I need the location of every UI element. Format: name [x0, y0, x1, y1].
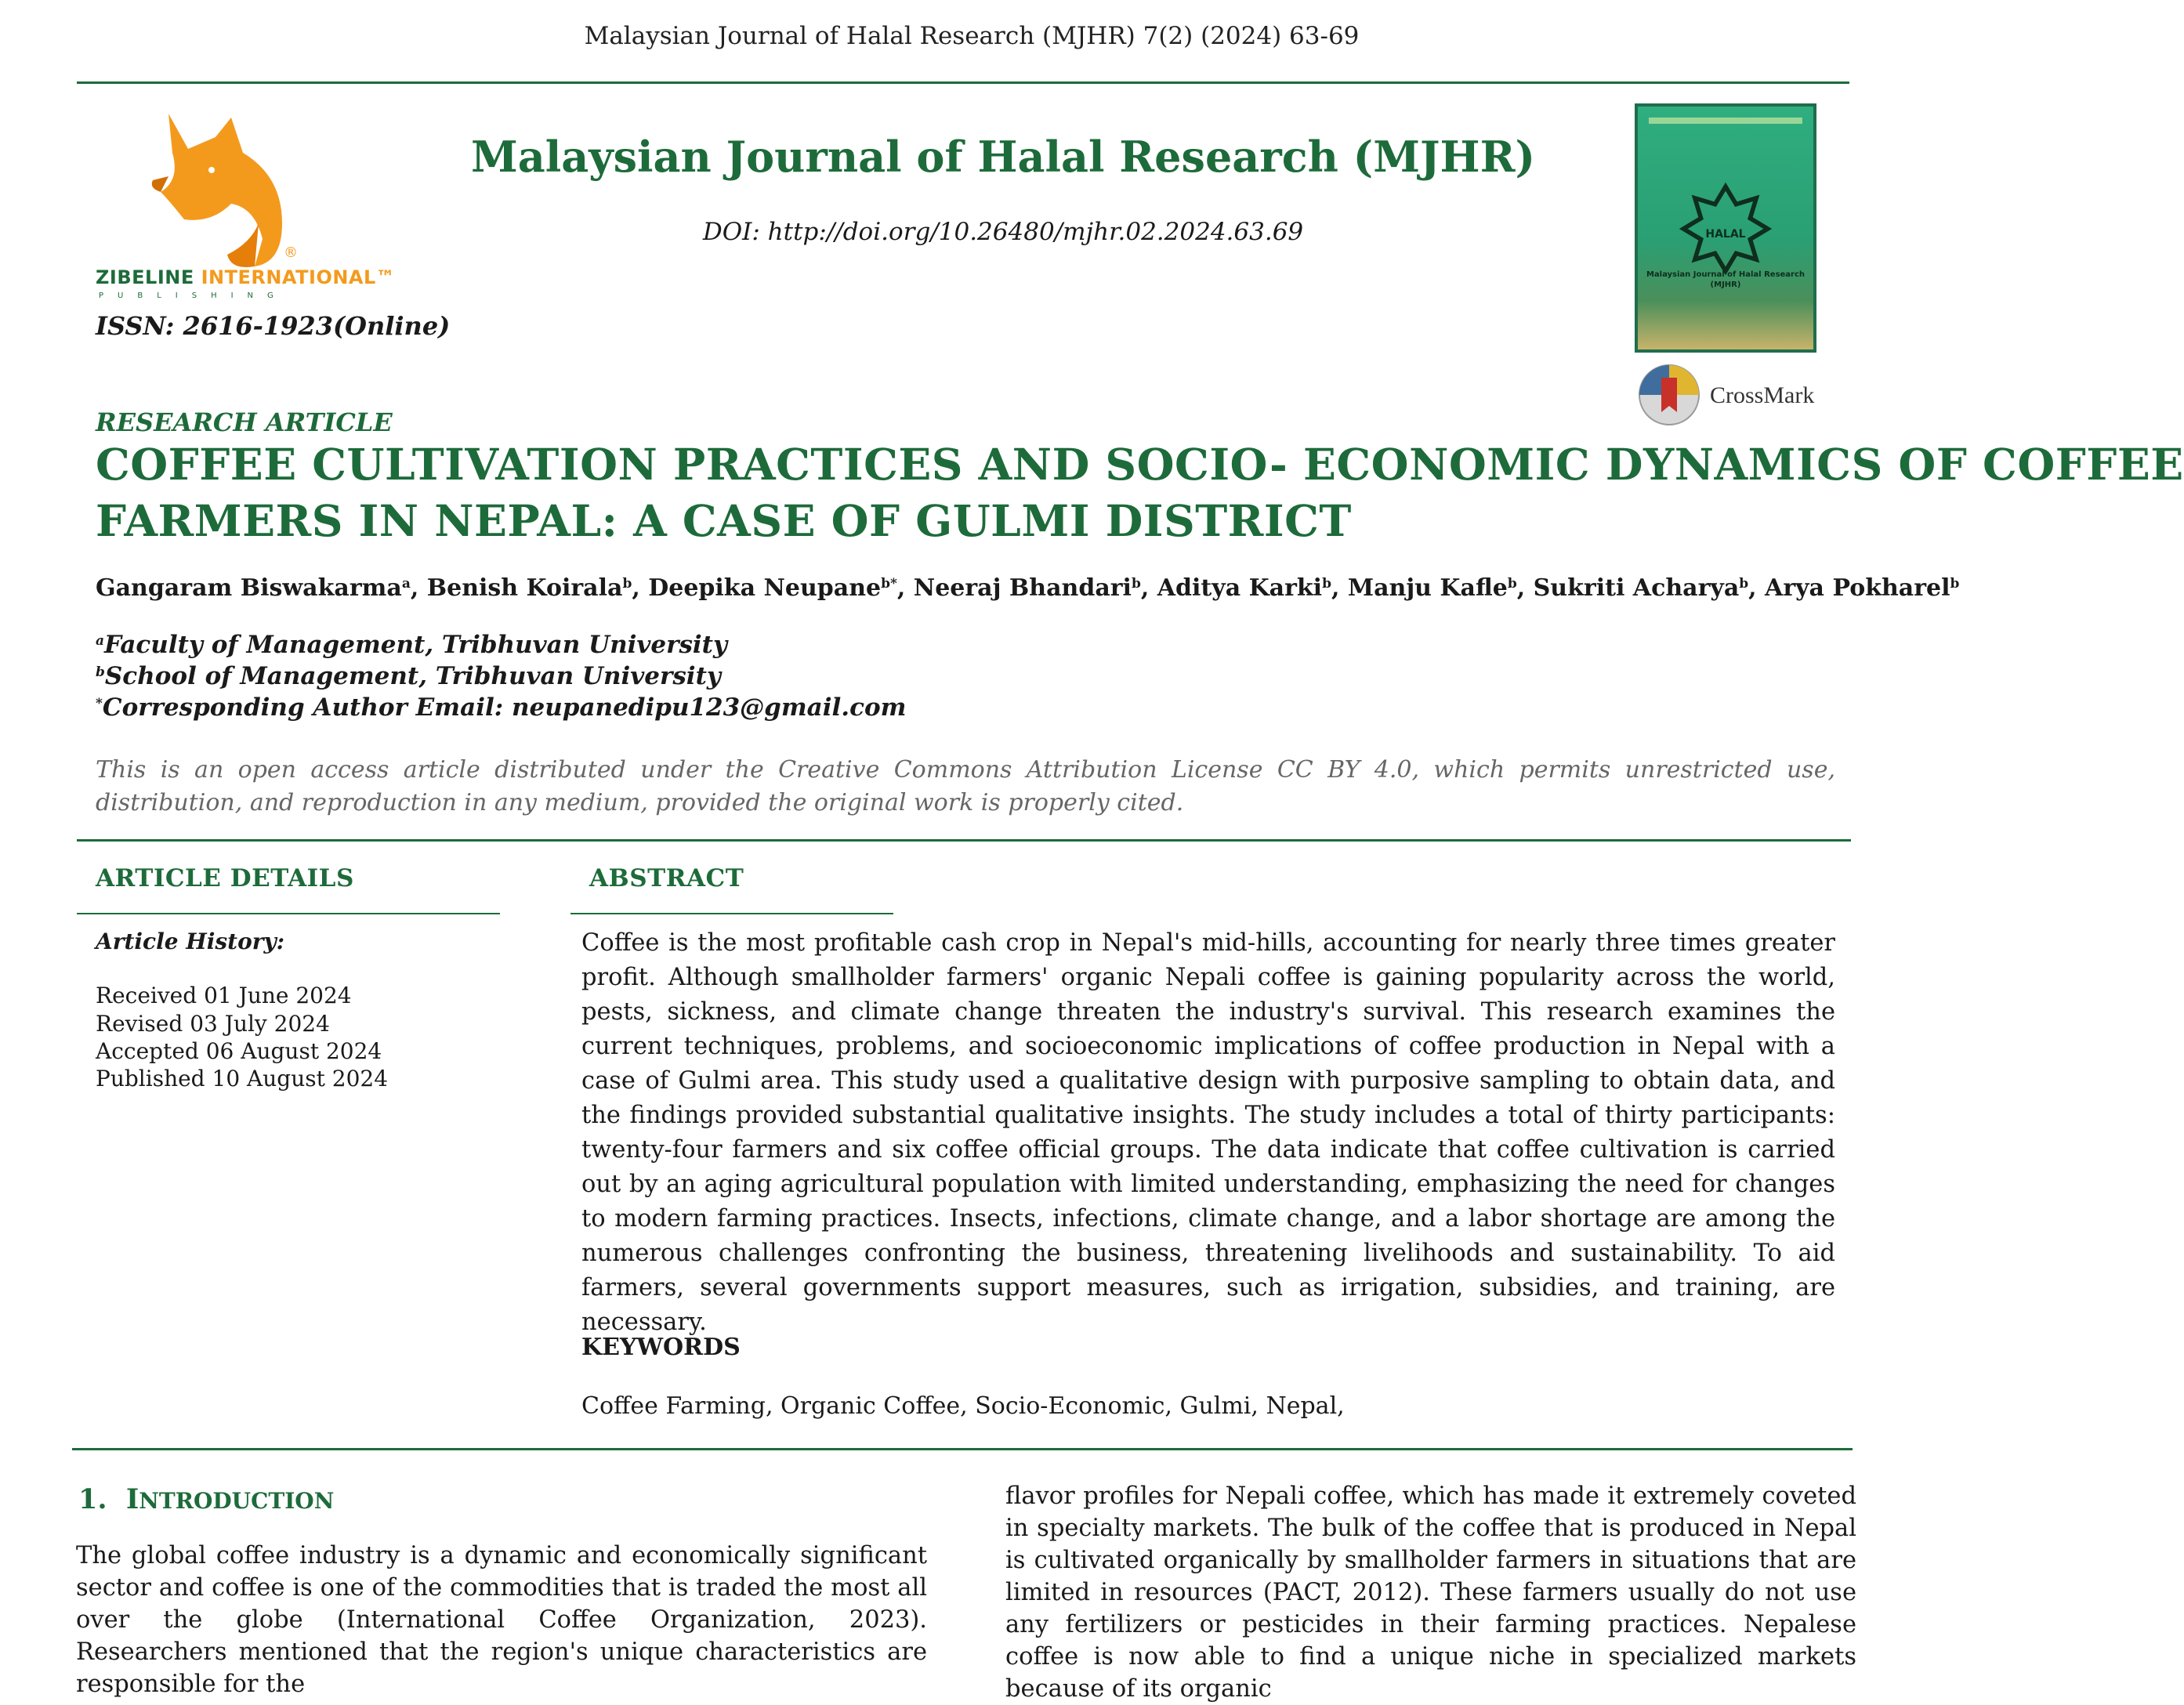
- affiliation-mark: *: [96, 696, 103, 711]
- corresponding-author: [96, 693, 906, 722]
- keywords-heading: KEYWORDS: [581, 1334, 741, 1361]
- abstract-text: Coffee is the most profitable cash crop in Nepal's mid-hills, accounting for nearly three times greater profit. Although smallholder farmers' organic Nepali coffee is gaining popularity across the world, pests, sickness, and climate change threaten the industry's survival. This research examines the current techniques, problems, and socioeconomic implications of coffee production in Nepal with a case of Gulmi area. This study used a qualitative design with purposive sampling to obtain data, and the findings provided substantial qualitative insights. The study includes a total of thirty participants: twenty-four farmers and six coffee official groups. The data indicate that coffee cultivation is carried out by an aging agricultural population with limited understanding, emphasizing the need for changes to modern farming practices. Insects, infections, climate change, and a labor shortage are among the numerous challenges confronting the business, threatening livelihoods and sustainability. To aid farmers, several governments support measures, such as irrigation, subsidies, and training, are necessary.: [581, 929, 1835, 1336]
- affiliation-text: School of Management, Tribhuvan University: [104, 662, 721, 690]
- running-header: Malaysian Journal of Halal Research (MJHR) 7(2) (2024) 63-69: [584, 22, 1360, 50]
- history-revised: Revised 03 July 2024: [96, 1011, 330, 1037]
- header-rule: [77, 81, 1849, 84]
- history-accepted: Accepted 06 August 2024: [96, 1038, 382, 1064]
- keywords-text: Coffee Farming, Organic Coffee, Socio-Economic, Gulmi, Nepal,: [581, 1392, 1345, 1420]
- article-type: RESEARCH ARTICLE: [96, 407, 393, 437]
- author-list: Gangaram Biswakarma$^a$, Benish Koirala$^b$, Deepika Neupane$^{b*}$, Neeraj Bhandari$^b$, Aditya Karki$^b$, Manju Kafle$^b$, Sukriti Acharya$^b$, Arya Pokharel$^b$: [96, 574, 1960, 602]
- journal-title: Malaysian Journal of Halal Research (MJHR): [470, 132, 1535, 182]
- author-affil-mark: b*: [881, 576, 897, 592]
- crossmark-label[interactable]: CrossMark: [1710, 382, 1815, 408]
- article-history-label: Article History:: [96, 929, 285, 954]
- affiliation-text: Faculty of Management, Tribhuvan University: [104, 631, 728, 659]
- affiliation-mark: a: [96, 633, 105, 649]
- author-affil-mark: a: [401, 576, 411, 592]
- article-details-rule: [77, 913, 500, 914]
- section-title-rest: NTRODUCTION: [139, 1488, 335, 1514]
- article-title-line-2: FARMERS IN NEPAL: A CASE OF GULMI DISTRICT: [96, 495, 1352, 546]
- affiliation-a: [96, 631, 727, 659]
- publisher-name-part1: ZIBELINE: [96, 266, 201, 288]
- affiliation-b: [96, 662, 721, 690]
- doi-link[interactable]: DOI: http://doi.org/10.26480/mjhr.02.2024.63.69: [702, 218, 1304, 246]
- cover-header-strip: [1649, 118, 1802, 124]
- author-affil-mark: b: [622, 576, 632, 592]
- section-title-initial: I: [125, 1483, 139, 1515]
- cover-halal-label: HALAL: [1705, 228, 1746, 241]
- cover-journal-name: Malaysian Journal of Halal Research (MJHR): [1646, 270, 1806, 289]
- issn: ISSN: 2616-1923(Online): [96, 311, 451, 341]
- body-rule: [72, 1448, 1853, 1450]
- publisher-subline: PUBLISHING: [99, 291, 288, 300]
- author-name: Gangaram Biswakarma: [96, 574, 402, 602]
- article-title-line-1: COFFEE CULTIVATION PRACTICES AND SOCIO- ECONOMIC DYNAMICS OF COFFEE: [96, 439, 2184, 490]
- author-name: Arya Pokharel: [1765, 574, 1950, 602]
- author-name: Manju Kafle: [1347, 574, 1508, 602]
- journal-cover-image: [1635, 103, 1816, 353]
- author-name: Benish Koirala: [426, 574, 623, 602]
- introduction-heading: [78, 1483, 334, 1515]
- author-name: Neeraj Bhandari: [913, 574, 1132, 602]
- history-published: Published 10 August 2024: [96, 1066, 389, 1091]
- affiliation-mark: b: [96, 664, 105, 680]
- abstract-heading: ABSTRACT: [589, 864, 744, 892]
- author-name: Sukriti Acharya: [1533, 574, 1740, 602]
- corresponding-email[interactable]: Corresponding Author Email: neupanedipu123@gmail.com: [102, 693, 907, 722]
- author-affil-mark: b: [1739, 576, 1749, 592]
- registered-mark: ®: [284, 244, 298, 261]
- author-name: Aditya Karki: [1157, 574, 1323, 602]
- article-details-heading: ARTICLE DETAILS: [96, 864, 354, 892]
- license-notice: This is an open access article distributed under the Creative Commons Attribution License CC BY 4.0, which permits unrestricted use, distribution, and reproduction in any medium, provided the original work is properly cited.: [96, 756, 1835, 816]
- license-rule: [77, 839, 1851, 842]
- publisher-name: [96, 266, 395, 288]
- introduction-left-column: The global coffee industry is a dynamic and economically significant sector and coffee is one of the commodities that is traded the most all over the globe (International Coffee Organization, 2023). Researchers mentioned that the region's unique characteristics are responsible for the: [76, 1542, 927, 1698]
- section-number: 1.: [78, 1483, 107, 1515]
- author-affil-mark: b: [1322, 576, 1331, 592]
- introduction-right-column: flavor profiles for Nepali coffee, which has made it extremely coveted in specialty markets. The bulk of the coffee that is produced in Nepal is cultivated organically by smallholder farmers in situations that are limited in resources (PACT, 2012). These farmers usually do not use any fertilizers or pesticides in their farming practices. Nepalese coffee is now able to find a unique niche in specialized markets because of its organic: [1005, 1482, 1856, 1703]
- author-affil-mark: b: [1131, 576, 1141, 592]
- abstract-rule: [570, 913, 893, 914]
- author-affil-mark: b: [1950, 576, 1960, 592]
- author-name: Deepika Neupane: [648, 574, 882, 602]
- publisher-name-part2: INTERNATIONAL™: [201, 266, 396, 288]
- history-received: Received 01 June 2024: [96, 983, 352, 1008]
- author-affil-mark: b: [1507, 576, 1517, 592]
